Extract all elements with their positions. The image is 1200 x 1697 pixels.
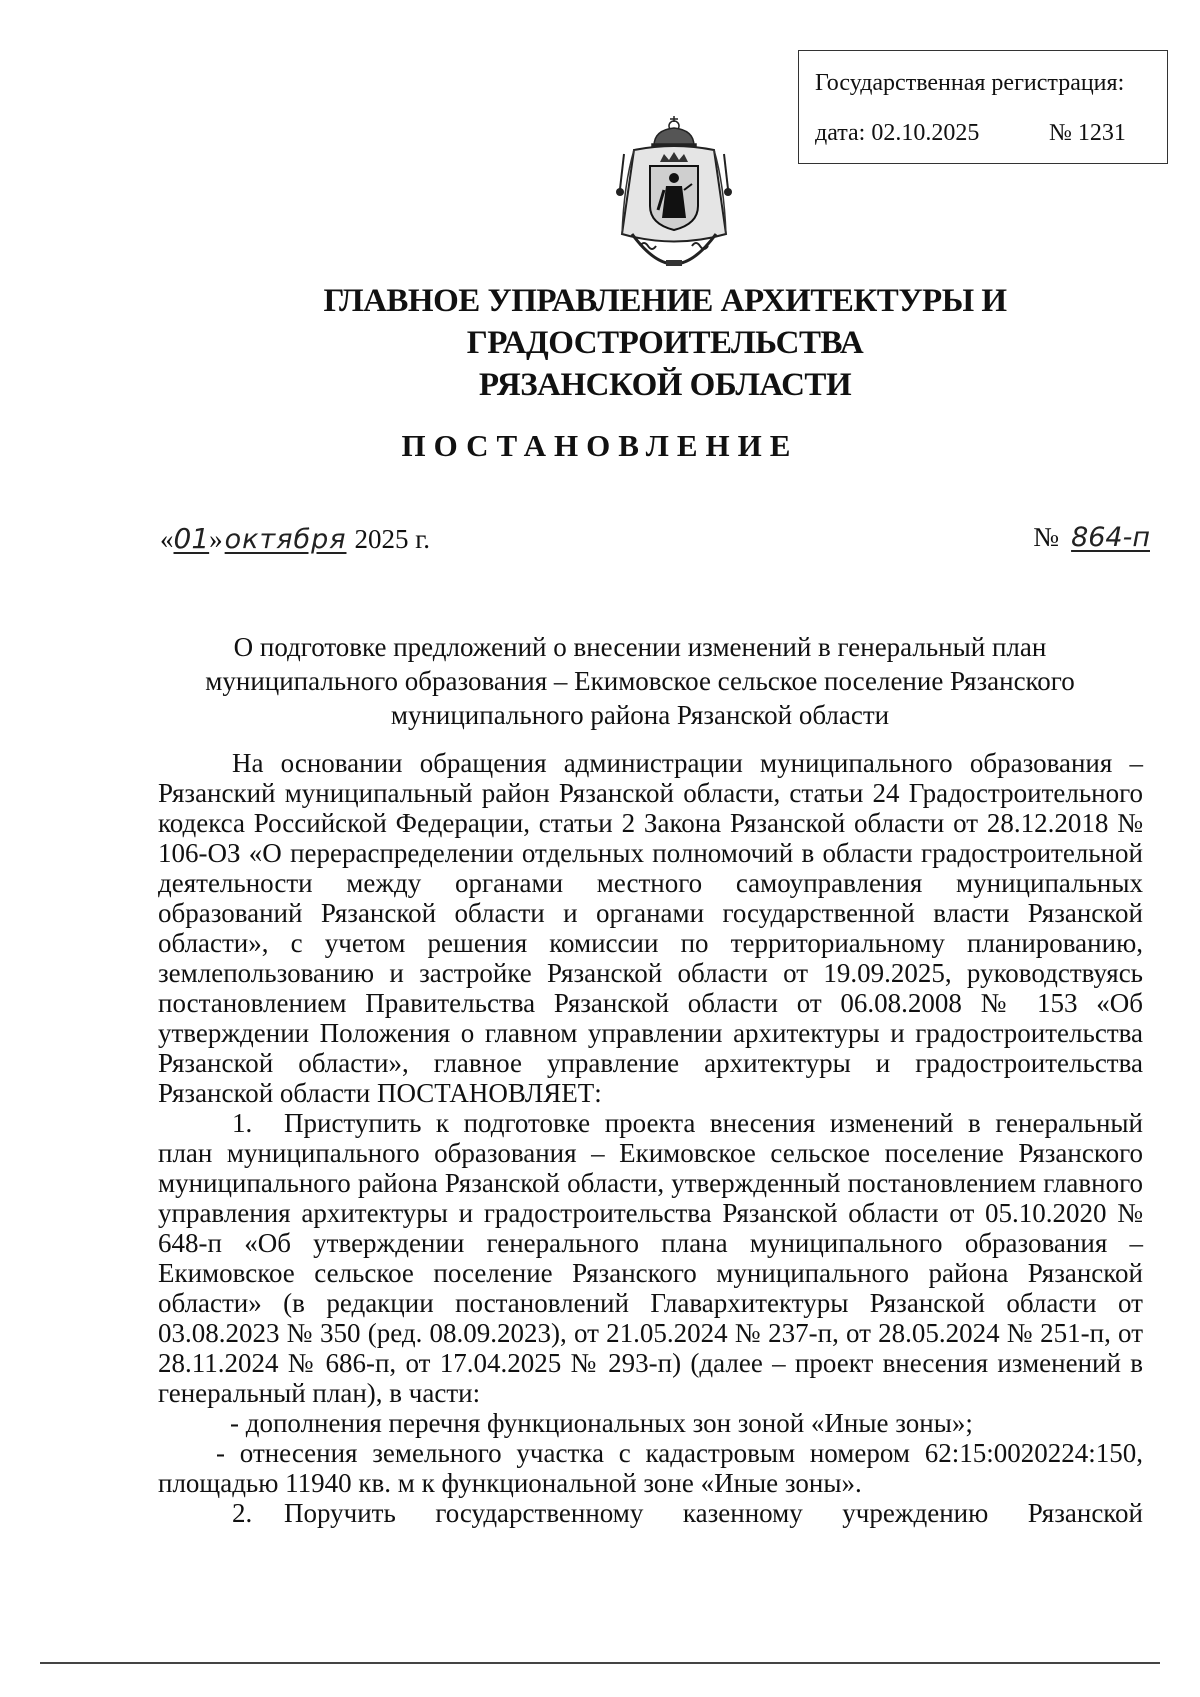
date-open-quote: « <box>160 524 174 554</box>
subject-line-2: муниципального образования – Екимовское сельское поселение Рязанского <box>205 666 1075 696</box>
item-2-paragraph <box>158 1498 1143 1528</box>
item-2-number: 2. <box>232 1498 253 1528</box>
organization-line-1: ГЛАВНОЕ УПРАВЛЕНИЕ АРХИТЕКТУРЫ И ГРАДОСТРОИТЕЛЬСТВА <box>323 283 1007 361</box>
subject-line-3: муниципального района Рязанской области <box>390 700 890 730</box>
date-close-quote: » <box>209 524 223 554</box>
organization-name <box>140 280 1190 406</box>
document-number <box>1033 522 1150 553</box>
document-number-label: № <box>1033 522 1060 552</box>
item-1-paragraph <box>158 1108 1143 1408</box>
item-2-text: Поручить государственному казенному учреждению Рязанской <box>284 1498 1143 1528</box>
document-body <box>158 748 1143 1528</box>
page-bottom-rule <box>40 1662 1160 1664</box>
document-date <box>160 522 430 555</box>
date-day-handwritten: 01 <box>173 522 210 555</box>
registration-date: дата: 02.10.2025 <box>815 120 980 146</box>
bullet-2: - отнесения земельного участка с кадастровым номером 62:15:0020224:150, площадью 11940 кв. м к функциональной зоне «Иные зоны». <box>158 1438 1143 1498</box>
preamble-paragraph: На основании обращения администрации муниципального образования – Рязанский муниципальный район Рязанской области, статьи 24 Градостроительного кодекса Российской Федерации, статьи 2 Закона Рязанской области от 28.12.2018 № 106-ОЗ «О перераспределении отдельных полномочий в области градостроительной деятельности между органами местного самоуправления муниципальных образований Рязанской области и органами государственной власти Рязанской области», с учетом решения комиссии по территориальному планированию, землепользованию и застройке Рязанской области от 19.09.2025, руководствуясь постановлением Правительства Рязанской области от 06.08.2008 № 153 «Об утверждении Положения о главном управлении архитектуры и градостроительства Рязанской области», главное управление архитектуры и градостроительства Рязанской области ПОСТАНОВЛЯЕТ: <box>158 748 1143 1108</box>
registration-title: Государственная регистрация: <box>815 70 1125 96</box>
organization-line-2: РЯЗАНСКОЙ ОБЛАСТИ <box>478 367 852 403</box>
bullet-1: - дополнения перечня функциональных зон зоной «Иные зоны»; <box>230 1408 973 1438</box>
document-number-handwritten: 864-п <box>1071 522 1150 553</box>
document-type: ПОСТАНОВЛЕНИЕ <box>401 428 799 463</box>
date-month-handwritten: октября <box>224 524 347 555</box>
date-year: 2025 г. <box>354 524 431 554</box>
registration-number: № 1231 <box>1049 120 1126 146</box>
item-1-text: Приступить к подготовке проекта внесения изменений в генеральный план муниципального образования – Екимовское сельское поселение Рязанского муниципального района Рязанской области, утвержденный постановлением главного управления архитектуры и градостроительства Рязанской области от 05.10.2020 № 648-п «Об утверждении генерального плана муниципального образования – Екимовское сельское поселение Рязанского муниципального района Рязанской области» (в редакции постановлений Главархитектуры Рязанской области от 03.08.2023 № 350 (ред. 08.09.2023), от 21.05.2024 № 237-п, от 28.05.2024 № 251-п, от 28.11.2024 № 686-п, от 17.04.2025 № 293-п) (далее – проект внесения изменений в генеральный план), в части: <box>158 1108 1143 1408</box>
ryazan-coat-of-arms-icon <box>604 114 744 274</box>
document-subject <box>160 630 1120 732</box>
subject-line-1: О подготовке предложений о внесении изменений в генеральный план <box>233 632 1047 662</box>
registration-stamp <box>798 50 1168 164</box>
item-1-number: 1. <box>232 1108 253 1138</box>
